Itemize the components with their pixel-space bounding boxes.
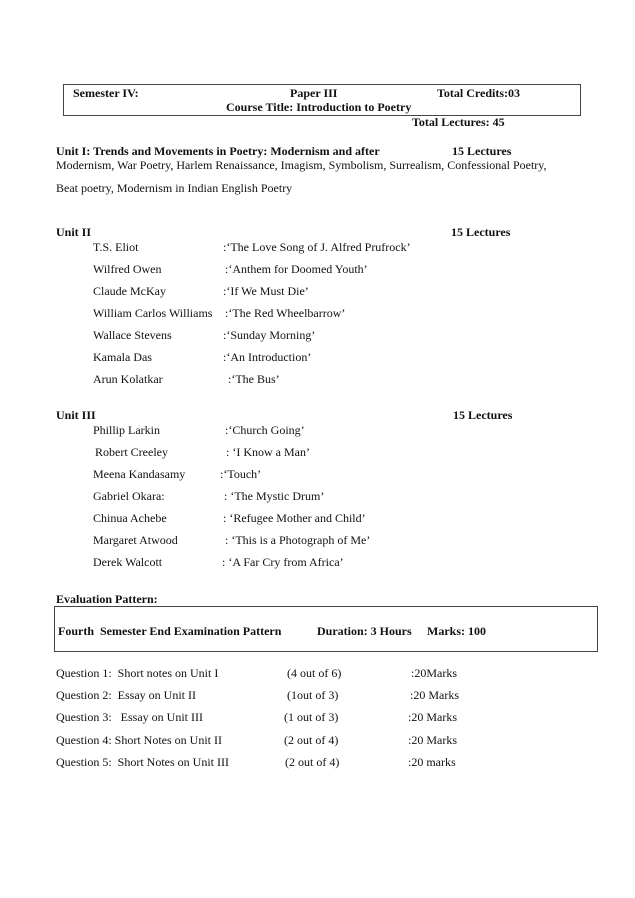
question-text: Question 3: Essay on Unit III xyxy=(56,710,203,724)
unit3-poem: : ‘The Mystic Drum’ xyxy=(224,489,325,503)
question-choice: (2 out of 4) xyxy=(284,733,339,747)
unit3-author: Meena Kandasamy xyxy=(93,467,186,481)
question-choice: (2 out of 4) xyxy=(285,755,340,769)
unit3-author: Gabriel Okara: xyxy=(93,489,165,503)
unit3-poem: : ‘This is a Photograph of Me’ xyxy=(225,533,371,547)
unit3-author: Robert Creeley xyxy=(95,445,168,459)
question-marks: :20Marks xyxy=(411,666,457,680)
unit2-author: Wilfred Owen xyxy=(93,262,162,276)
paper-label: Paper III xyxy=(290,86,338,100)
unit2-poem: :‘The Love Song of J. Alfred Prufrock’ xyxy=(223,240,411,254)
unit3-poem: : ‘I Know a Man’ xyxy=(226,445,310,459)
question-choice: (4 out of 6) xyxy=(287,666,342,680)
unit1-lectures: 15 Lectures xyxy=(452,144,512,158)
unit3-poem: :‘Touch’ xyxy=(220,467,262,481)
unit3-author: Derek Walcott xyxy=(93,555,163,569)
unit2-lectures: 15 Lectures xyxy=(451,225,511,239)
unit3-lectures: 15 Lectures xyxy=(453,408,513,422)
unit3-author: Chinua Achebe xyxy=(93,511,167,525)
unit2-poem: :‘If We Must Die’ xyxy=(223,284,309,298)
unit3-poem: : ‘A Far Cry from Africa’ xyxy=(222,555,344,569)
unit3-title: Unit III xyxy=(56,408,96,422)
unit2-poem: :‘Sunday Morning’ xyxy=(223,328,316,342)
unit1-title: Unit I: Trends and Movements in Poetry: Modernism and after xyxy=(56,144,380,158)
exam-duration: Duration: 3 Hours xyxy=(317,624,412,638)
unit2-author: Kamala Das xyxy=(93,350,152,364)
question-text: Question 1: Short notes on Unit I xyxy=(56,666,219,680)
unit3-poem: :‘Church Going’ xyxy=(225,423,305,437)
unit2-poem: :‘Anthem for Doomed Youth’ xyxy=(225,262,368,276)
unit2-author: T.S. Eliot xyxy=(93,240,139,254)
exam-pattern-title: Fourth Semester End Examination Pattern xyxy=(58,624,282,638)
question-marks: :20 marks xyxy=(408,755,456,769)
question-marks: :20 Marks xyxy=(408,710,457,724)
unit2-poem: :‘The Red Wheelbarrow’ xyxy=(225,306,346,320)
course-title: Course Title: Introduction to Poetry xyxy=(226,100,412,114)
question-choice: (1out of 3) xyxy=(287,688,339,702)
exam-marks: Marks: 100 xyxy=(427,624,486,638)
question-marks: :20 Marks xyxy=(408,733,457,747)
unit3-author: Phillip Larkin xyxy=(93,423,160,437)
unit2-title: Unit II xyxy=(56,225,92,239)
evaluation-heading: Evaluation Pattern: xyxy=(56,592,158,606)
semester-label: Semester IV: xyxy=(73,86,139,100)
unit2-poem: :‘The Bus’ xyxy=(228,372,280,386)
question-text: Question 5: Short Notes on Unit III xyxy=(56,755,229,769)
question-marks: :20 Marks xyxy=(410,688,459,702)
question-choice: (1 out of 3) xyxy=(284,710,339,724)
unit2-poem: :‘An Introduction’ xyxy=(223,350,312,364)
unit2-author: Arun Kolatkar xyxy=(93,372,163,386)
unit2-author: Claude McKay xyxy=(93,284,166,298)
unit1-topics-line2: Beat poetry, Modernism in Indian English Poetry xyxy=(56,181,293,195)
unit1-topics-line1: Modernism, War Poetry, Harlem Renaissance, Imagism, Symbolism, Surrealism, Confessional Poetry, xyxy=(56,158,547,172)
unit3-author: Margaret Atwood xyxy=(93,533,178,547)
unit2-author: William Carlos Williams xyxy=(93,306,213,320)
unit2-author: Wallace Stevens xyxy=(93,328,172,342)
total-lectures: Total Lectures: 45 xyxy=(412,115,505,129)
question-text: Question 4: Short Notes on Unit II xyxy=(56,733,222,747)
unit3-poem: : ‘Refugee Mother and Child’ xyxy=(223,511,366,525)
question-text: Question 2: Essay on Unit II xyxy=(56,688,196,702)
total-credits: Total Credits:03 xyxy=(437,86,521,100)
